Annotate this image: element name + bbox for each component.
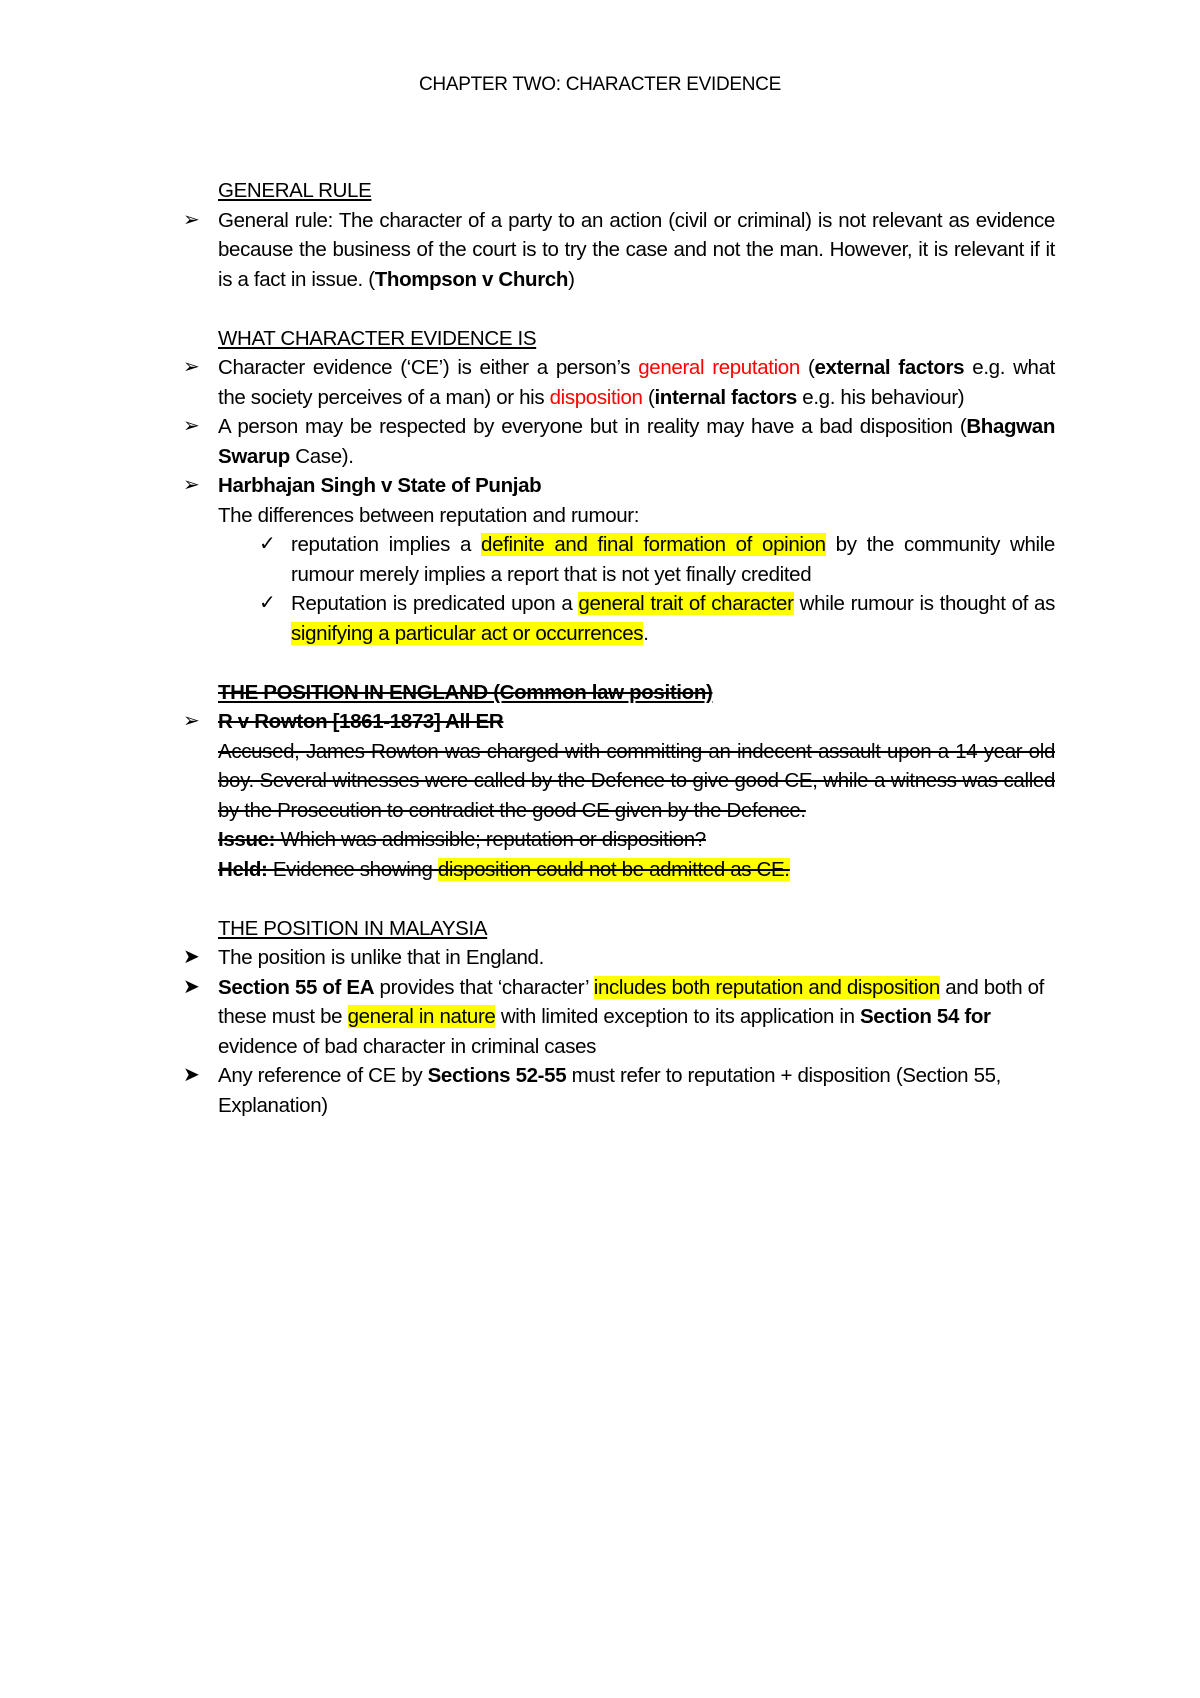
case-name: Thompson v Church xyxy=(374,267,569,291)
text-segment: ( xyxy=(799,356,815,379)
page-title: CHAPTER TWO: CHARACTER EVIDENCE xyxy=(419,74,781,95)
text-segment: e.g. his behaviour) xyxy=(796,385,965,409)
text-segment: ( xyxy=(642,385,655,409)
held-text: Evidence showing xyxy=(267,857,438,881)
text-segment: Character evidence (‘CE’) is either a person’s xyxy=(218,356,639,379)
bullet-harbhajan xyxy=(183,471,1055,530)
highlighted-text: signifying a particular act or occurrences xyxy=(291,621,644,645)
case-name: Bhagwan Swarup xyxy=(218,415,1055,468)
text-segment: A person may be respected by everyone but in reality may have a bad disposition ( xyxy=(218,415,967,438)
text-segment: Case). xyxy=(289,444,354,468)
arrow-bullet-icon: ➤ xyxy=(183,1064,200,1086)
highlighted-text: includes both reputation and disposition xyxy=(593,975,940,999)
text-segment: General rule: The character of a party to an action (civil or criminal) is not relevant as evidence because the business of the court is to try the case and not the man. However, it is relevant if it is a fact in issue. ( xyxy=(218,208,1055,291)
heading-general-rule: GENERAL RULE xyxy=(218,179,372,202)
arrow-bullet-icon: ➤ xyxy=(183,946,200,968)
highlighted-text: disposition could not be admitted as CE. xyxy=(437,857,790,881)
case-name: R v Rowton [1861-1873] All ER xyxy=(218,710,504,733)
highlighted-text: general in nature xyxy=(347,1005,496,1028)
arrow-bullet-icon: ➢ xyxy=(183,356,200,378)
text-segment: Reputation is predicated upon a xyxy=(291,592,579,615)
case-facts: Accused, James Rowton was charged with committing an indecent assault upon a 14 year old boy. Several witnesses were called by the Defence to give good CE, while a witness was called by the Prosecution to contradict the good CE given by the Defence. xyxy=(218,739,1055,822)
red-term: general reputation xyxy=(638,356,800,379)
bullet-unlike-england xyxy=(183,943,1055,973)
arrow-bullet-icon: ➢ xyxy=(183,208,200,231)
text-segment: reputation implies a xyxy=(291,533,482,556)
text-segment: e.g. what the society perceives of a man) or his xyxy=(218,356,1056,409)
issue-label: Issue: xyxy=(218,828,276,851)
case-name: Harbhajan Singh v State of Punjab xyxy=(218,474,542,497)
heading-malaysia: THE POSITION IN MALAYSIA xyxy=(218,916,488,940)
check-item-predicated xyxy=(259,589,1055,648)
bullet-section-55 xyxy=(183,973,1055,1062)
intro-text: The differences between reputation and rumour: xyxy=(218,503,640,527)
text-segment: . xyxy=(643,621,649,645)
arrow-bullet-icon: ➢ xyxy=(183,710,200,732)
arrow-bullet-icon: ➢ xyxy=(183,415,200,437)
text-segment: by the community while rumour merely implies a report that is not yet finally credited xyxy=(291,533,1055,586)
held-label: Held: xyxy=(218,857,268,881)
heading-england: THE POSITION IN ENGLAND (Common law position) xyxy=(218,680,713,704)
bullet-rowton xyxy=(183,707,1055,884)
text-segment: and both of these must be xyxy=(218,975,1044,1028)
issue-text: Which was admissible; reputation or disposition? xyxy=(275,828,706,851)
text-segment: with limited exception to its application in xyxy=(495,1005,860,1028)
arrow-bullet-icon: ➤ xyxy=(183,975,200,998)
checkmark-icon: ✓ xyxy=(259,533,276,555)
text-segment: The position is unlike that in England. xyxy=(218,946,544,969)
check-item-reputation xyxy=(259,530,1055,589)
arrow-bullet-icon: ➢ xyxy=(183,474,200,496)
bullet-bhagwan xyxy=(183,412,1055,471)
text-segment: while rumour is thought of as xyxy=(793,592,1055,615)
text-segment: evidence of bad character in criminal cases xyxy=(218,1034,597,1058)
bold-term: Sections 52-55 xyxy=(427,1064,567,1087)
check-list xyxy=(259,530,1055,648)
checkmark-icon: ✓ xyxy=(259,592,276,614)
bold-term: Section 54 for xyxy=(859,1005,991,1028)
heading-what-ce: WHAT CHARACTER EVIDENCE IS xyxy=(218,326,537,350)
bold-term: external factors xyxy=(814,356,965,379)
highlighted-text: definite and final formation of opinion xyxy=(481,533,826,556)
bullet-sections-52-55 xyxy=(183,1061,1055,1120)
bullet-ce-definition xyxy=(183,353,1056,412)
highlighted-text: general trait of character xyxy=(578,592,794,615)
bold-term: internal factors xyxy=(654,385,797,409)
text-segment: Any reference of CE by xyxy=(218,1064,428,1087)
document-body xyxy=(183,176,1056,1120)
text-segment: provides that ‘character’ xyxy=(374,975,594,999)
text-segment: must refer to reputation + disposition (Section 55, Explanation) xyxy=(218,1064,1002,1117)
text-segment: ) xyxy=(568,267,575,291)
bullet-general-rule xyxy=(183,206,1055,295)
bold-term: Section 55 of EA xyxy=(218,975,375,999)
red-term: disposition xyxy=(549,385,643,409)
